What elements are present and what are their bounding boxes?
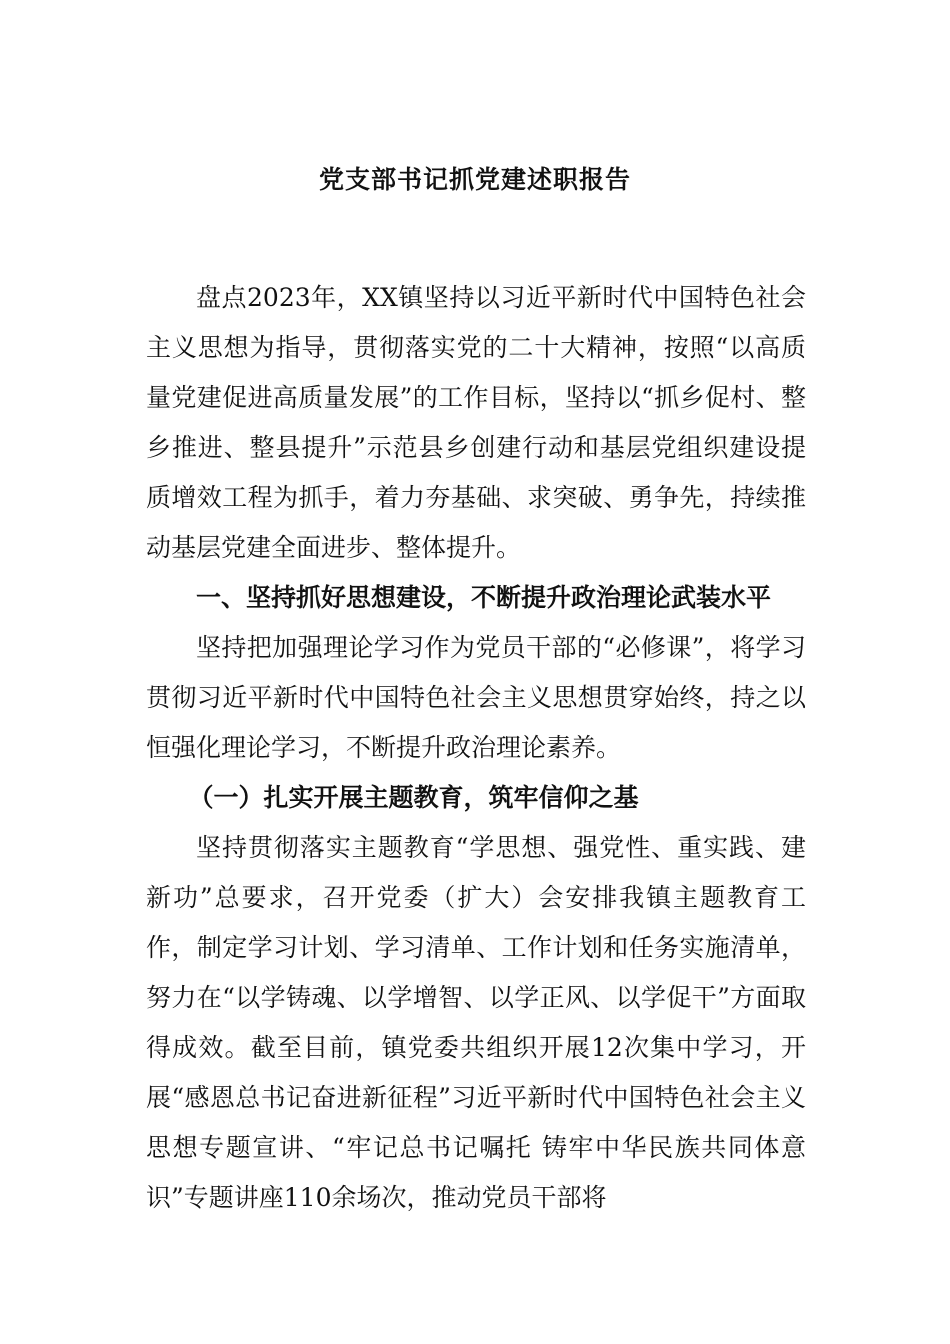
paragraph-intro: 盘点2023年，XX镇坚持以习近平新时代中国特色社会主义思想为指导，贯彻落实党的二十大精神，按照“以高质量党建促进高质量发展”的工作目标，坚持以“抓乡促村、整乡推进、整县提升”示范县乡创建行动和基层党组织建设提质增效工程为抓手，着力夯基础、求突破、勇争先，持续推动基层党建全面进步、整体提升。	[146, 283, 806, 562]
paragraph-section-1: 坚持把加强理论学习作为党员干部的“必修课”，将学习贯彻习近平新时代中国特色社会主义思想贯穿始终，持之以恒强化理论学习，不断提升政治理论素养。	[146, 633, 806, 762]
section-heading-1: 一、坚持抓好思想建设，不断提升政治理论武装水平	[196, 583, 772, 612]
document-title: 党支部书记抓党建述职报告	[318, 165, 631, 194]
paragraph-subsection-1: 坚持贯彻落实主题教育“学思想、强党性、重实践、建新功”总要求，召开党委（扩大）会安排我镇主题教育工作，制定学习计划、学习清单、工作计划和任务实施清单，努力在“以学铸魂、以学增智、以学正风、以学促干”方面取得成效。截至目前，镇党委共组织开展12次集中学习，开展“感恩总书记奋进新征程”习近平新时代中国特色社会主义思想专题宣讲、“牢记总书记嘱托 铸牢中华民族共同体意识”专题讲座110余场次，推动党员干部将	[146, 833, 806, 1212]
subsection-heading-1: （一）扎实开展主题教育，筑牢信仰之基	[188, 783, 639, 812]
document-body	[146, 273, 806, 1223]
